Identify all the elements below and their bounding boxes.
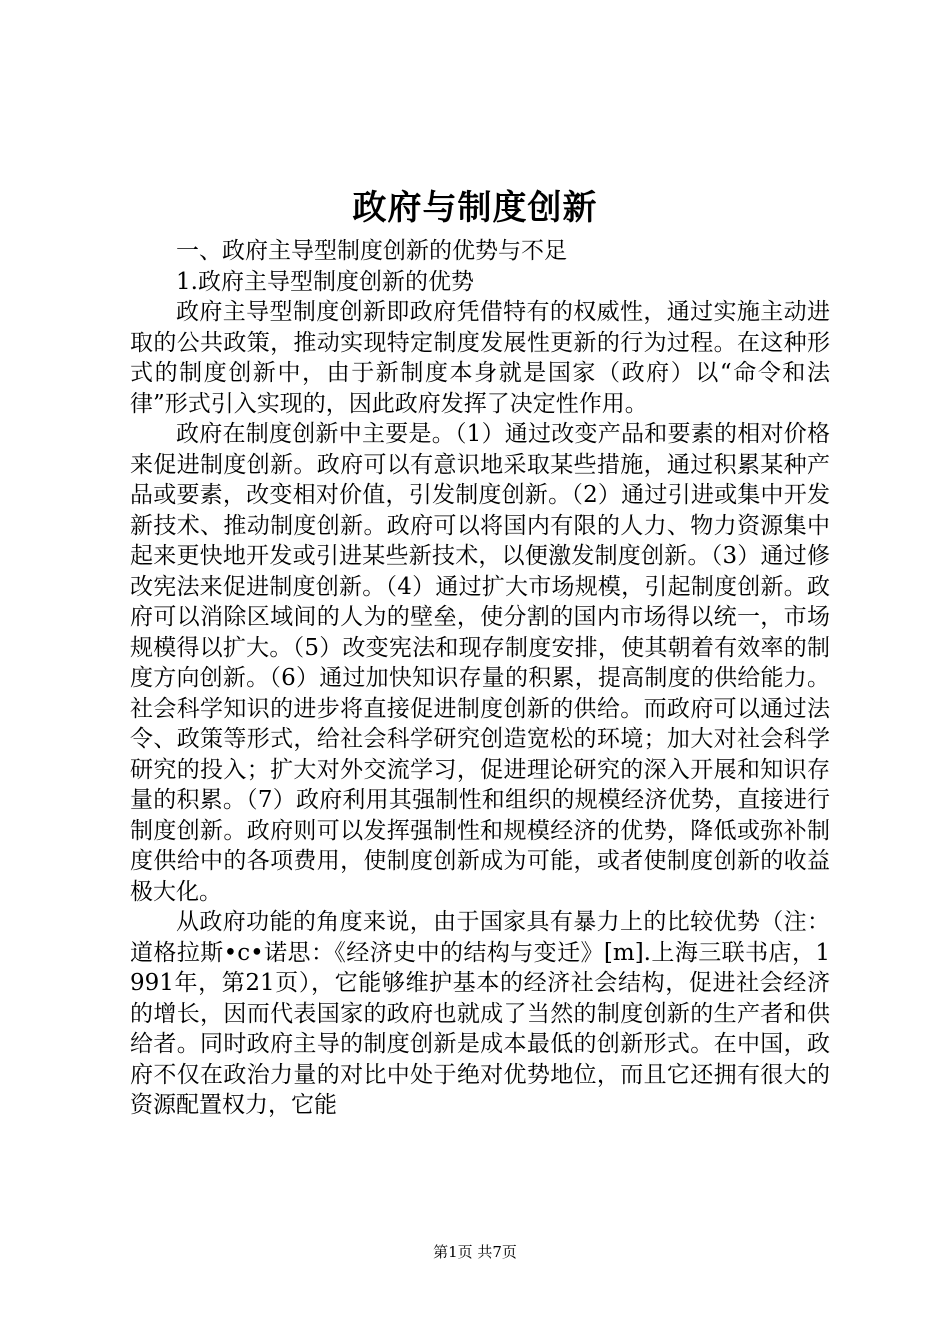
page-number-footer: 第1页 共7页: [433, 1243, 517, 1261]
paragraph-government-role: 政府在制度创新中主要是。（1）通过改变产品和要素的相对价格来促进制度创新。政府可以有意识地采取某些措施，通过积累某种产品或要素，改变相对价值，引发制度创新。（2）通过引进或集中开发新技术、推动制度创新。政府可以将国内有限的人力、物力资源集中起来更快地开发或引进某些新技术，以便激发制度创新。（3）通过修改宪法来促进制度创新。（4）通过扩大市场规模，引起制度创新。政府可以消除区域间的人为的壁垒，使分割的国内市场得以统一，市场规模得以扩大。（5）改变宪法和现存制度安排，使其朝着有效率的制度方向创新。（6）通过加快知识存量的积累，提高制度的供给能力。社会科学知识的进步将直接促进制度创新的供给。而政府可以通过法令、政策等形式，给社会科学研究创造宽松的环境；加大对社会科学研究的投入；扩大对外交流学习，促进理论研究的深入开展和知识存量的积累。（7）政府利用其强制性和组织的规模经济优势，直接进行制度创新。政府则可以发挥强制性和规模经济的优势，降低或弥补制度供给中的各项费用，使制度创新成为可能，或者使制度创新的收益极大化。: [130, 421, 830, 905]
document-title: 政府与制度创新: [352, 188, 598, 228]
paragraph-government-function: 从政府功能的角度来说，由于国家具有暴力上的比较优势（注：道格拉斯•c•诺思：《经济史中的结构与变迁》[m].上海三联书店，1991年，第21页），它能够维护基本的经济社会结构，促进社会经济的增长，因而代表国家的政府也就成了当然的制度创新的生产者和供给者。同时政府主导的制度创新是成本最低的创新形式。在中国，政府不仅在政治力量的对比中处于绝对优势地位，而且它还拥有很大的资源配置权力，它能: [130, 909, 830, 1118]
document-body: [130, 236, 830, 1121]
paragraph-definition: 政府主导型制度创新即政府凭借特有的权威性，通过实施主动进取的公共政策，推动实现特定制度发展性更新的行为过程。在这种形式的制度创新中，由于新制度本身就是国家（政府）以“命令和法律”形式引入实现的，因此政府发挥了决定性作用。: [130, 299, 830, 417]
subsection-heading: 1.政府主导型制度创新的优势: [176, 268, 474, 295]
section-heading: 一、政府主导型制度创新的优势与不足: [176, 238, 567, 264]
